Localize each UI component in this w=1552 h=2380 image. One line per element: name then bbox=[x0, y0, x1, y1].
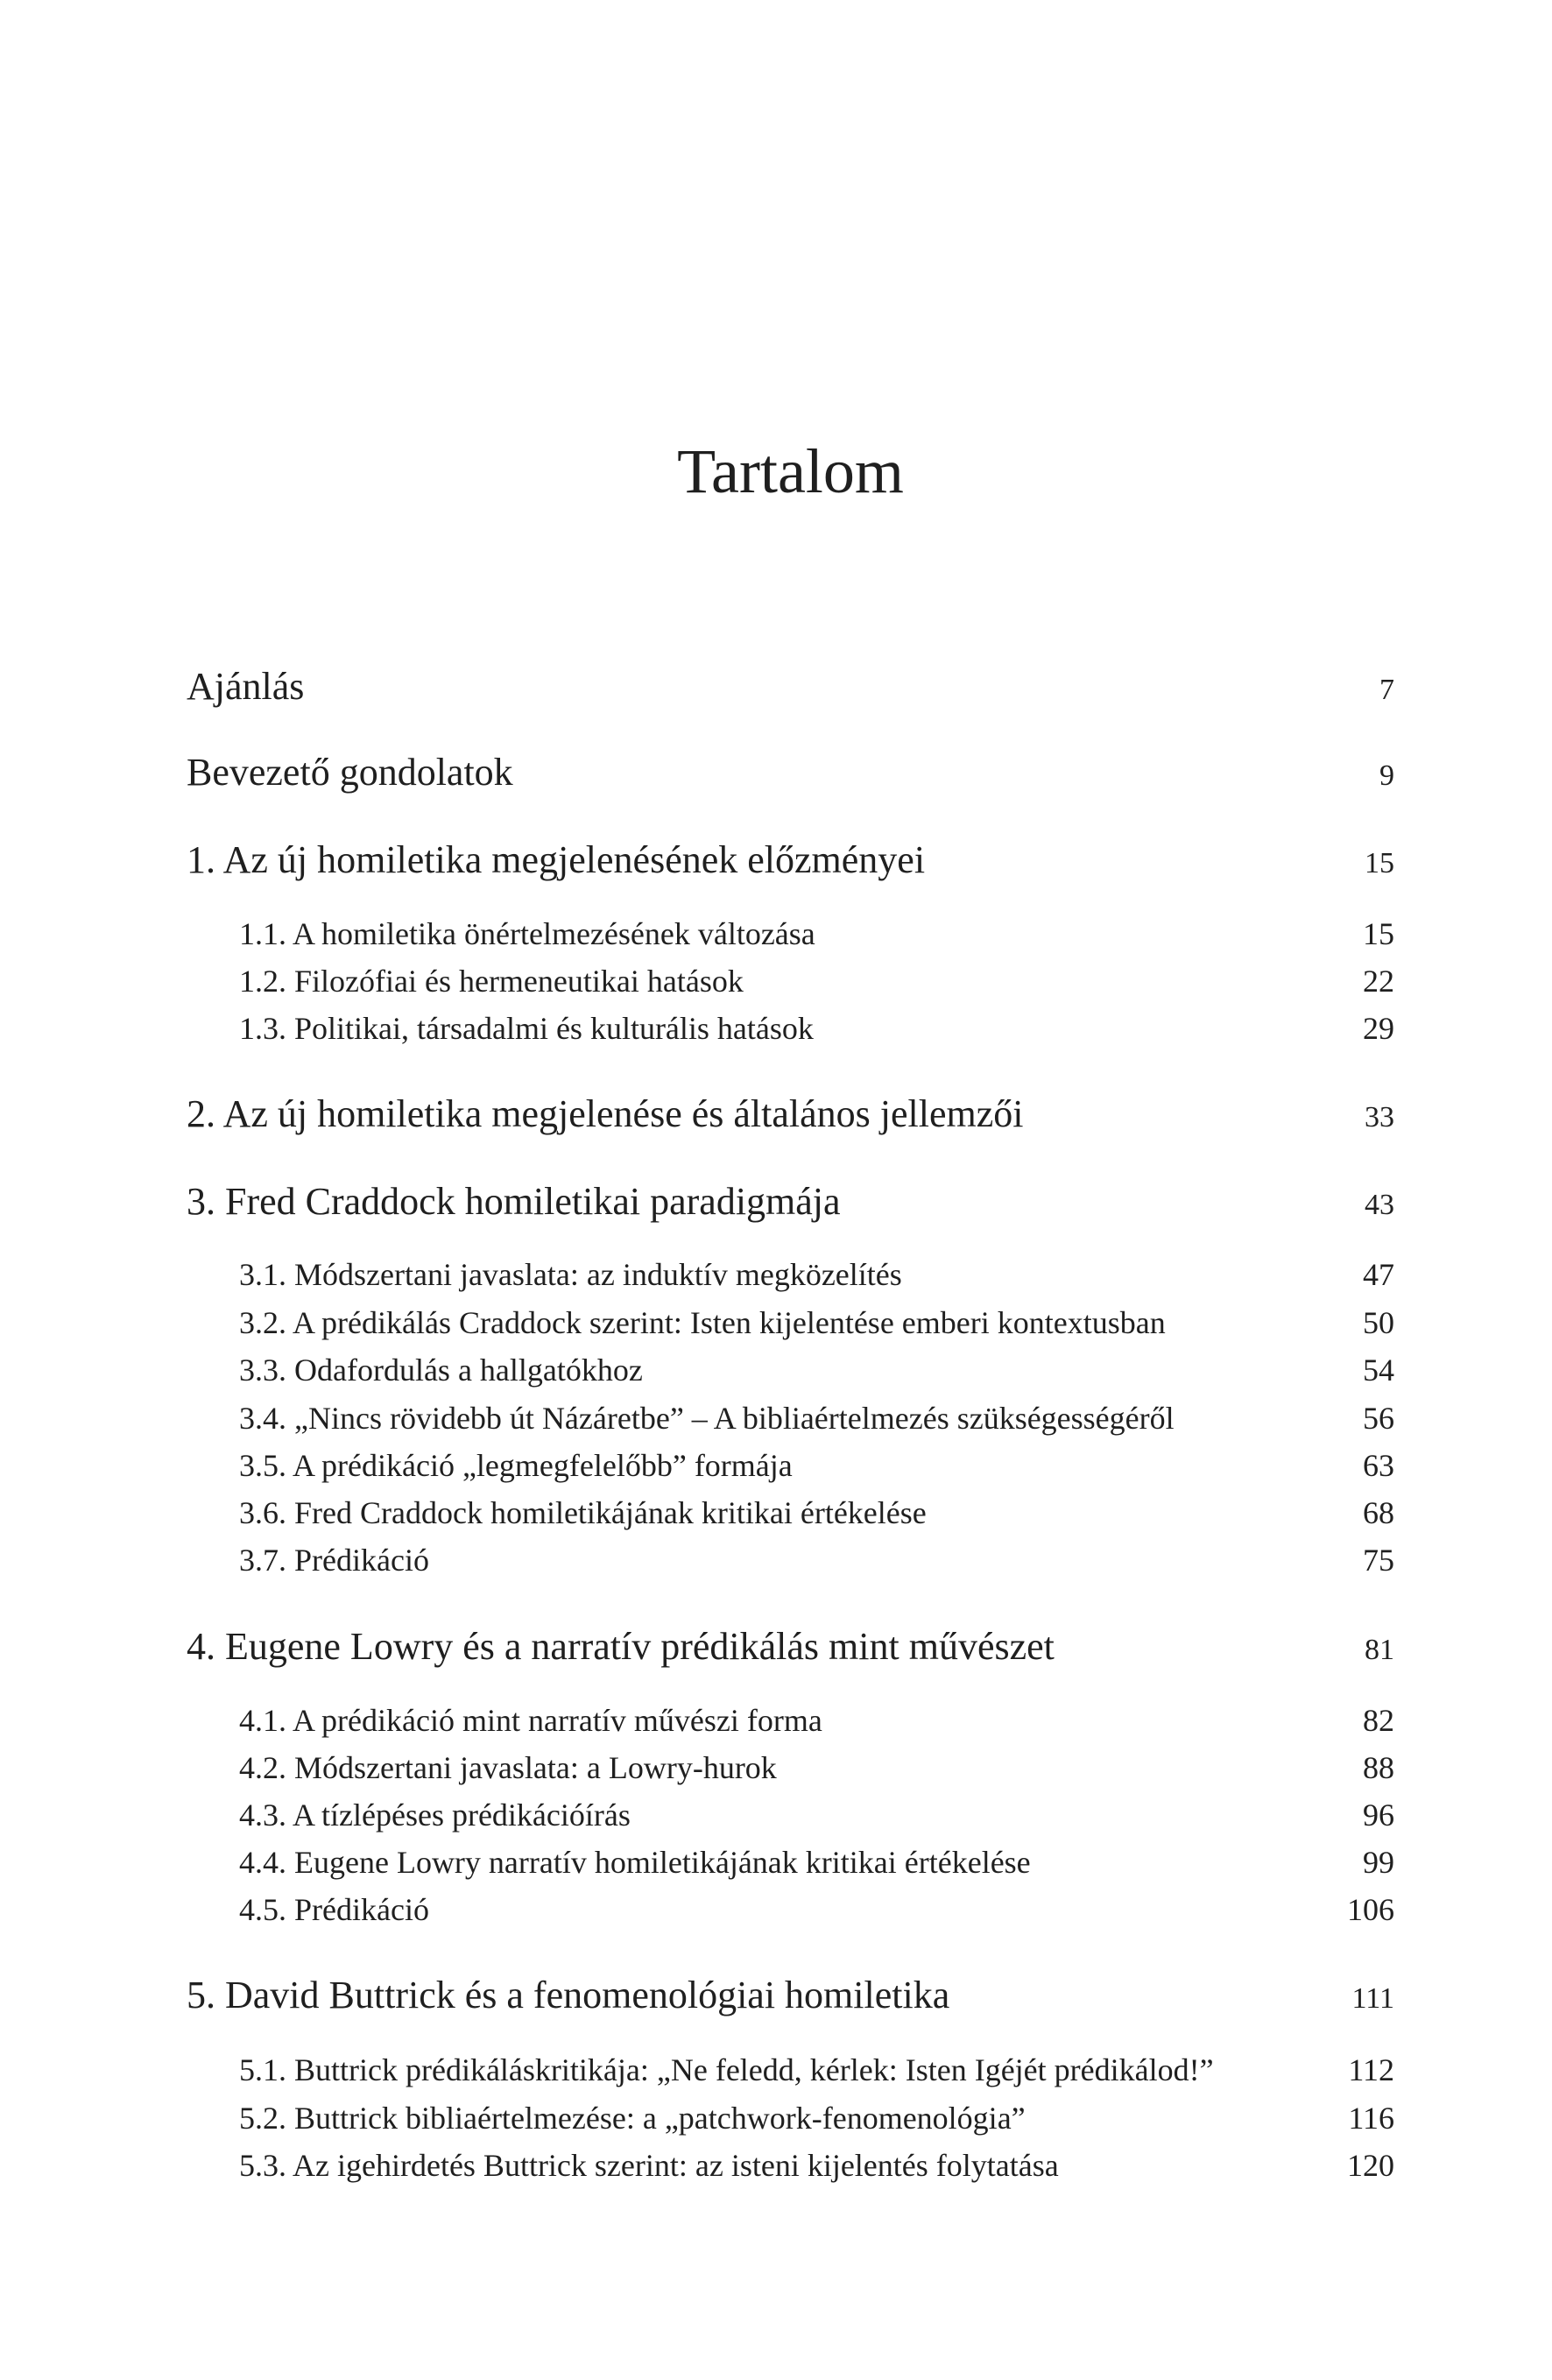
toc-entry-page-number: 9 bbox=[1379, 759, 1394, 792]
toc-entry-title: 1. Az új homiletika megjelenésének előzményei bbox=[187, 838, 926, 881]
toc-entry-page-number: 88 bbox=[1363, 1750, 1394, 1785]
toc-entry-page-number: 75 bbox=[1363, 1543, 1394, 1578]
toc-section-entry bbox=[0, 1006, 1552, 1051]
toc-entry-title: 5.3. Az igehirdetés Buttrick szerint: az isteni kijelentés folytatása bbox=[239, 2148, 1059, 2183]
toc-entry-page-number: 29 bbox=[1363, 1011, 1394, 1046]
toc-entry-page-number: 82 bbox=[1363, 1703, 1394, 1738]
toc-section-entry bbox=[0, 1745, 1552, 1790]
toc-section-entry bbox=[0, 1252, 1552, 1297]
toc-entry-page-number: 116 bbox=[1348, 2101, 1394, 2136]
toc-chapter-entry bbox=[0, 1088, 1552, 1141]
toc-entry-page-number: 99 bbox=[1363, 1845, 1394, 1880]
toc-section-entry bbox=[0, 1792, 1552, 1838]
toc-entry-title: 5.1. Buttrick prédikáláskritikája: „Ne feledd, kérlek: Isten Igéjét prédikálod!” bbox=[239, 2052, 1214, 2087]
toc-section-entry bbox=[0, 911, 1552, 957]
toc-entry-title: 4.3. A tízlépéses prédikációírás bbox=[239, 1797, 631, 1833]
toc-chapter-entry bbox=[0, 1621, 1552, 1673]
toc-entry-title: 1.3. Politikai, társadalmi és kulturális hatások bbox=[239, 1011, 814, 1046]
toc-entry-title: Ajánlás bbox=[187, 665, 305, 708]
toc-chapter-entry bbox=[0, 746, 1552, 799]
toc-entry-title: 4.2. Módszertani javaslata: a Lowry-hurok bbox=[239, 1750, 777, 1785]
toc-entry-title: 5. David Buttrick és a fenomenológiai homiletika bbox=[187, 1974, 950, 2016]
toc-entry-title: 3.1. Módszertani javaslata: az induktív megközelítés bbox=[239, 1257, 902, 1292]
toc-entry-title: 3. Fred Craddock homiletikai paradigmája bbox=[187, 1180, 841, 1223]
toc-section-entry bbox=[0, 1395, 1552, 1441]
toc-entry-title: 3.2. A prédikálás Craddock szerint: Isten kijelentése emberi kontextusban bbox=[239, 1305, 1166, 1340]
toc-entry-title: 2. Az új homiletika megjelenése és általános jellemzői bbox=[187, 1092, 1024, 1135]
toc-entry-page-number: 112 bbox=[1348, 2052, 1394, 2087]
toc-entry-page-number: 63 bbox=[1363, 1448, 1394, 1483]
toc-entry-title: 4.4. Eugene Lowry narratív homiletikájának kritikai értékelése bbox=[239, 1845, 1031, 1880]
toc-section-entry bbox=[0, 1347, 1552, 1393]
toc-entry-title: 3.5. A prédikáció „legmegfelelőbb” formája bbox=[239, 1448, 793, 1483]
toc-entry-page-number: 120 bbox=[1347, 2148, 1394, 2183]
toc-section-entry bbox=[0, 2047, 1552, 2093]
toc-entry-title: 4.5. Prédikáció bbox=[239, 1892, 429, 1927]
toc-entry-title: 1.2. Filozófiai és hermeneutikai hatások bbox=[239, 964, 744, 999]
toc-entry-page-number: 96 bbox=[1363, 1797, 1394, 1833]
page-title: Tartalom bbox=[677, 436, 904, 506]
toc-section-entry bbox=[0, 1698, 1552, 1743]
toc-entry-page-number: 56 bbox=[1363, 1401, 1394, 1436]
toc-entry-page-number: 15 bbox=[1365, 847, 1394, 879]
toc-entry-page-number: 106 bbox=[1347, 1892, 1394, 1927]
toc-chapter-entry bbox=[0, 660, 1552, 713]
toc-section-entry bbox=[0, 1443, 1552, 1488]
toc-entry-page-number: 15 bbox=[1363, 916, 1394, 951]
toc-section-entry bbox=[0, 1887, 1552, 1932]
toc-entry-page-number: 22 bbox=[1363, 964, 1394, 999]
toc-section-entry bbox=[0, 2095, 1552, 2141]
toc-entry-page-number: 111 bbox=[1351, 1982, 1394, 2015]
toc-entry-page-number: 47 bbox=[1363, 1257, 1394, 1292]
toc-entry-title: 5.2. Buttrick bibliaértelmezése: a „patchwork-fenomenológia” bbox=[239, 2101, 1026, 2136]
toc-entry-title: Bevezető gondolatok bbox=[187, 751, 513, 794]
toc-section-entry bbox=[0, 2143, 1552, 2188]
toc-entry-title: 3.4. „Nincs rövidebb út Názáretbe” – A bibliaértelmezés szükségességéről bbox=[239, 1401, 1175, 1436]
toc-section-entry bbox=[0, 1840, 1552, 1885]
toc-entry-page-number: 43 bbox=[1365, 1189, 1394, 1221]
toc-entry-title: 4. Eugene Lowry és a narratív prédikálás mint művészet bbox=[187, 1625, 1055, 1668]
toc-section-entry bbox=[0, 958, 1552, 1004]
toc-entry-title: 4.1. A prédikáció mint narratív művészi forma bbox=[239, 1703, 822, 1738]
toc-entry-page-number: 68 bbox=[1363, 1495, 1394, 1530]
toc-section-entry bbox=[0, 1537, 1552, 1583]
toc-chapter-entry bbox=[0, 1176, 1552, 1228]
toc-entry-page-number: 33 bbox=[1365, 1101, 1394, 1134]
toc-entry-title: 3.6. Fred Craddock homiletikájának kritikai értékelése bbox=[239, 1495, 927, 1530]
toc-entry-page-number: 81 bbox=[1365, 1634, 1394, 1666]
toc-entry-page-number: 7 bbox=[1379, 674, 1394, 706]
toc-section-entry bbox=[0, 1300, 1552, 1345]
toc-entry-page-number: 50 bbox=[1363, 1305, 1394, 1340]
toc-entry-title: 3.7. Prédikáció bbox=[239, 1543, 429, 1578]
toc-entry-title: 1.1. A homiletika önértelmezésének változása bbox=[239, 916, 815, 951]
toc-entry-title: 3.3. Odafordulás a hallgatókhoz bbox=[239, 1352, 643, 1388]
toc-section-entry bbox=[0, 1490, 1552, 1536]
toc-chapter-entry bbox=[0, 834, 1552, 886]
toc-chapter-entry bbox=[0, 1969, 1552, 2022]
toc-entry-page-number: 54 bbox=[1363, 1352, 1394, 1388]
